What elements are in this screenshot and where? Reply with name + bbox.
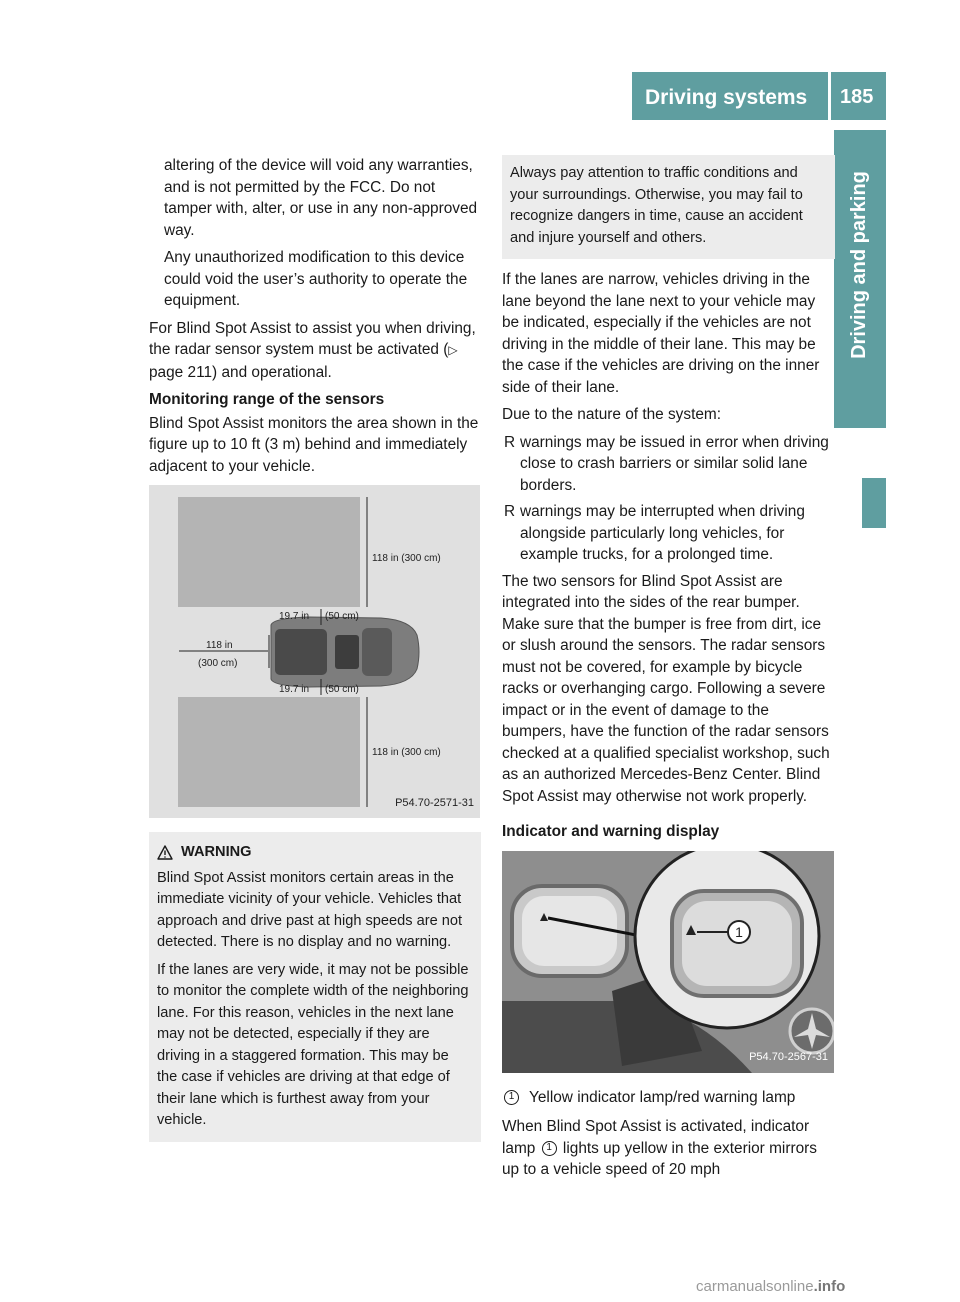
callout-text: Yellow indicator lamp/red warning lamp xyxy=(529,1088,796,1106)
text-span: lights up yellow in the exterior mirrors up to a vehicle speed of 20 mph xyxy=(502,1139,817,1178)
side-tab-label: Driving and parking xyxy=(848,171,870,359)
header-divider xyxy=(828,72,831,120)
callout-number-icon: 1 xyxy=(504,1090,519,1105)
side-tab-marker xyxy=(862,478,886,528)
bullet-icon: R xyxy=(504,503,516,520)
dim-label: (300 cm) xyxy=(198,658,238,669)
page-number: 185 xyxy=(840,86,874,108)
warning-paragraph: Blind Spot Assist monitors certain areas in the immediate vicinity of your vehicle. Vehicles that approach and drive past at high speeds are not detected. There is no display and no warning. xyxy=(157,869,463,950)
dim-label: 118 in (300 cm) xyxy=(372,747,441,758)
footer-watermark[interactable] xyxy=(696,1278,845,1295)
paragraph: Blind Spot Assist monitors the area shown in the figure up to 10 ft (3 m) behind and immediately adjacent to your vehicle. xyxy=(149,414,479,475)
warning-box xyxy=(149,832,481,1142)
dim-label: 118 in (300 cm) xyxy=(372,553,441,564)
text-span: For Blind Spot Assist to assist you when driving, the radar sensor system must be activated ( xyxy=(149,319,476,358)
mirror-figure xyxy=(502,851,834,1073)
page-ref-link[interactable]: page 211) and operational. xyxy=(149,363,332,381)
warning-paragraph: Always pay attention to traffic conditions and your surroundings. Otherwise, you may fail to recognize dangers in time, cause an accident and injure yourself and others. xyxy=(510,165,803,246)
section-heading: Indicator and warning display xyxy=(502,823,720,840)
car-top-view-icon xyxy=(271,617,419,687)
monitored-zone-left xyxy=(178,497,360,607)
dim-label: (50 cm) xyxy=(325,684,359,695)
sensor-range-figure xyxy=(149,485,480,818)
dim-label: 19.7 in xyxy=(279,684,310,695)
section-heading: Monitoring range of the sensors xyxy=(149,391,385,408)
callout-legend xyxy=(502,1087,835,1109)
warning-continuation-box xyxy=(502,155,835,259)
paragraph: Due to the nature of the system: xyxy=(502,406,722,423)
paragraph: altering of the device will void any warranties, and is not permitted by the FCC. Do not tamper with, alter, or use in any non-approved way. xyxy=(164,157,478,239)
callout-number: 1 xyxy=(735,923,743,940)
paragraph: The two sensors for Blind Spot Assist are integrated into the sides of the rear bumper. Make sure that the bumper is free from dirt, ice or slush around the sensors. The radar sensors must not be covered, for example by bicycle racks or overhanging cargo. Following a severe impact or in the event of damage to the bumpers, have the function of the radar sensors checked at a qualified specialist workshop, such as an authorized Mercedes-Benz Center. Blind Spot Assist may otherwise not work properly. xyxy=(502,572,830,805)
warning-triangle-icon xyxy=(157,845,173,860)
warning-title: WARNING xyxy=(181,844,252,860)
bullet-icon: R xyxy=(504,433,516,451)
paragraph: Any unauthorized modification to this device could void the user’s authority to operate the equipment. xyxy=(164,249,468,309)
dim-label: 118 in xyxy=(206,640,233,651)
callout-number-icon: 1 xyxy=(542,1141,557,1156)
text-span: When Blind Spot Assist is activated, indicator lamp xyxy=(502,1118,810,1157)
left-column xyxy=(149,155,481,1152)
figure-code: P54.70-2567-31 xyxy=(749,1051,828,1063)
sensor-range-diagram xyxy=(149,485,480,818)
warning-heading xyxy=(157,842,473,864)
list-item xyxy=(502,501,835,566)
warning-paragraph: If the lanes are very wide, it may not be possible to monitor the complete width of the neighboring lane. For this reason, vehicles in the next lane may not be detected, especially if they are driving in a staggered formation. This may be the case if vehicles are driving at that edge of their lane which is furthest away from your vehicle. xyxy=(157,961,469,1128)
paragraph: If the lanes are narrow, vehicles driving in the lane beyond the lane next to your vehicle may be indicated, especially if the vehicles are not driving in the middle of their lane. This may be the case if the vehicles are driving on the inner side of their lane. xyxy=(502,271,820,396)
list-item-text: warnings may be interrupted when driving alongside particularly long vehicles, for example trucks, for a prolonged time. xyxy=(520,503,805,563)
chapter-title: Driving systems xyxy=(645,86,808,109)
footer-url-domain: .info xyxy=(813,1278,846,1295)
right-column xyxy=(502,155,835,1187)
figure-code: P54.70-2571-31 xyxy=(395,796,474,809)
dim-label: 19.7 in xyxy=(279,611,310,622)
paragraph xyxy=(502,1116,835,1181)
monitored-zone-right xyxy=(178,697,360,807)
page-ref-arrow-icon: ▷ xyxy=(448,343,458,357)
paragraph xyxy=(149,318,481,384)
list-item xyxy=(502,432,835,497)
mirror-indicator-illustration xyxy=(502,851,834,1073)
dim-label: (50 cm) xyxy=(325,611,359,622)
list-item-text: warnings may be issued in error when driving close to crash barriers or similar solid lane borders. xyxy=(520,433,829,494)
footer-url-text: carmanualsonline xyxy=(696,1278,814,1295)
